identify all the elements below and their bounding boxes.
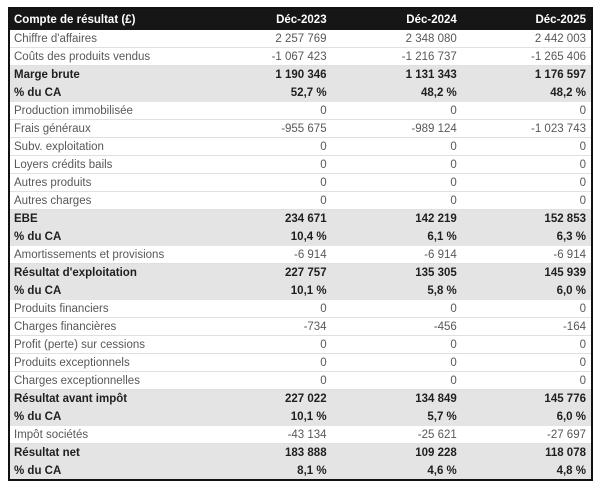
row-label: Production immobilisée (9, 102, 201, 120)
table-row (9, 228, 592, 246)
row-label: Charges financières (9, 318, 201, 336)
table-row (9, 156, 592, 174)
row-label: Subv. exploitation (9, 138, 201, 156)
table-row (9, 426, 592, 444)
cell-value: 145 776 (462, 390, 592, 408)
cell-value: 0 (201, 336, 331, 354)
cell-value: 0 (201, 372, 331, 390)
cell-value: 6,0 % (462, 282, 592, 300)
cell-value: 0 (462, 156, 592, 174)
table-row (9, 48, 592, 66)
row-label: Profit (perte) sur cessions (9, 336, 201, 354)
row-label: Produits exceptionnels (9, 354, 201, 372)
row-label: EBE (9, 210, 201, 228)
cell-value: -1 067 423 (201, 48, 331, 66)
table-row (9, 444, 592, 462)
cell-value: 0 (201, 156, 331, 174)
cell-value: 1 190 346 (201, 66, 331, 84)
cell-value: 145 939 (462, 264, 592, 282)
cell-value: 0 (462, 192, 592, 210)
cell-value: 0 (332, 192, 462, 210)
cell-value: 0 (462, 354, 592, 372)
cell-value: 52,7 % (201, 84, 331, 102)
table-row (9, 84, 592, 102)
cell-value: 0 (332, 336, 462, 354)
table-row (9, 390, 592, 408)
cell-value: 0 (201, 138, 331, 156)
cell-value: 0 (332, 138, 462, 156)
cell-value: 0 (201, 102, 331, 120)
row-label: Coûts des produits vendus (9, 48, 201, 66)
cell-value: 4,6 % (332, 462, 462, 481)
cell-value: 118 078 (462, 444, 592, 462)
cell-value: -27 697 (462, 426, 592, 444)
cell-value: -1 265 406 (462, 48, 592, 66)
cell-value: 183 888 (201, 444, 331, 462)
table-row (9, 138, 592, 156)
row-label: Charges exceptionnelles (9, 372, 201, 390)
table-row (9, 300, 592, 318)
cell-value: -25 621 (332, 426, 462, 444)
table-row (9, 282, 592, 300)
table-row (9, 102, 592, 120)
row-label: Impôt sociétés (9, 426, 201, 444)
cell-value: 8,1 % (201, 462, 331, 481)
cell-value: 0 (201, 192, 331, 210)
table-row (9, 66, 592, 84)
table-header-row (9, 8, 592, 30)
row-label: % du CA (9, 462, 201, 481)
cell-value: 2 442 003 (462, 30, 592, 48)
cell-value: 0 (332, 174, 462, 192)
cell-value: 6,0 % (462, 408, 592, 426)
cell-value: 10,4 % (201, 228, 331, 246)
cell-value: -456 (332, 318, 462, 336)
cell-value: 0 (332, 102, 462, 120)
cell-value: -6 914 (462, 246, 592, 264)
cell-value: 1 176 597 (462, 66, 592, 84)
cell-value: -989 124 (332, 120, 462, 138)
cell-value: -955 675 (201, 120, 331, 138)
row-label: Produits financiers (9, 300, 201, 318)
table-body (9, 30, 592, 480)
row-label: % du CA (9, 228, 201, 246)
column-header-d-c-2025: Déc-2025 (462, 8, 592, 30)
cell-value: 10,1 % (201, 282, 331, 300)
cell-value: -164 (462, 318, 592, 336)
income-statement-table (8, 7, 593, 481)
cell-value: 142 219 (332, 210, 462, 228)
cell-value: -43 134 (201, 426, 331, 444)
cell-value: 227 757 (201, 264, 331, 282)
row-label: Autres charges (9, 192, 201, 210)
table-row (9, 120, 592, 138)
cell-value: 0 (332, 372, 462, 390)
cell-value: 0 (332, 300, 462, 318)
cell-value: 4,8 % (462, 462, 592, 481)
table-row (9, 246, 592, 264)
row-label: Résultat net (9, 444, 201, 462)
cell-value: -6 914 (201, 246, 331, 264)
cell-value: 152 853 (462, 210, 592, 228)
cell-value: 10,1 % (201, 408, 331, 426)
table-row (9, 264, 592, 282)
cell-value: 227 022 (201, 390, 331, 408)
cell-value: 109 228 (332, 444, 462, 462)
cell-value: 0 (201, 174, 331, 192)
column-header-d-c-2023: Déc-2023 (201, 8, 331, 30)
cell-value: 5,7 % (332, 408, 462, 426)
table-row (9, 192, 592, 210)
row-label: % du CA (9, 84, 201, 102)
cell-value: 2 348 080 (332, 30, 462, 48)
cell-value: 0 (201, 354, 331, 372)
cell-value: 135 305 (332, 264, 462, 282)
row-label: Résultat avant impôt (9, 390, 201, 408)
table-row (9, 318, 592, 336)
row-label: Amortissements et provisions (9, 246, 201, 264)
column-header-d-c-2024: Déc-2024 (332, 8, 462, 30)
row-label: % du CA (9, 282, 201, 300)
cell-value: 0 (462, 138, 592, 156)
cell-value: 48,2 % (462, 84, 592, 102)
row-label: Loyers crédits bails (9, 156, 201, 174)
row-label: Chiffre d'affaires (9, 30, 201, 48)
cell-value: 134 849 (332, 390, 462, 408)
cell-value: -1 023 743 (462, 120, 592, 138)
cell-value: -6 914 (332, 246, 462, 264)
row-label: % du CA (9, 408, 201, 426)
cell-value: 0 (332, 354, 462, 372)
cell-value: 0 (462, 174, 592, 192)
cell-value: 0 (201, 300, 331, 318)
table-row (9, 30, 592, 48)
table-row (9, 354, 592, 372)
row-label: Résultat d'exploitation (9, 264, 201, 282)
cell-value: 234 671 (201, 210, 331, 228)
cell-value: -1 216 737 (332, 48, 462, 66)
table-row (9, 372, 592, 390)
table-row (9, 210, 592, 228)
cell-value: 0 (462, 336, 592, 354)
cell-value: 0 (332, 156, 462, 174)
row-label: Autres produits (9, 174, 201, 192)
cell-value: 2 257 769 (201, 30, 331, 48)
table-row (9, 336, 592, 354)
row-label: Marge brute (9, 66, 201, 84)
cell-value: 6,1 % (332, 228, 462, 246)
table-title: Compte de résultat (£) (9, 8, 201, 30)
cell-value: 0 (462, 372, 592, 390)
cell-value: 0 (462, 102, 592, 120)
cell-value: 48,2 % (332, 84, 462, 102)
cell-value: 5,8 % (332, 282, 462, 300)
cell-value: -734 (201, 318, 331, 336)
table-row (9, 408, 592, 426)
cell-value: 0 (462, 300, 592, 318)
table-row (9, 462, 592, 481)
cell-value: 6,3 % (462, 228, 592, 246)
row-label: Frais généraux (9, 120, 201, 138)
table-row (9, 174, 592, 192)
cell-value: 1 131 343 (332, 66, 462, 84)
